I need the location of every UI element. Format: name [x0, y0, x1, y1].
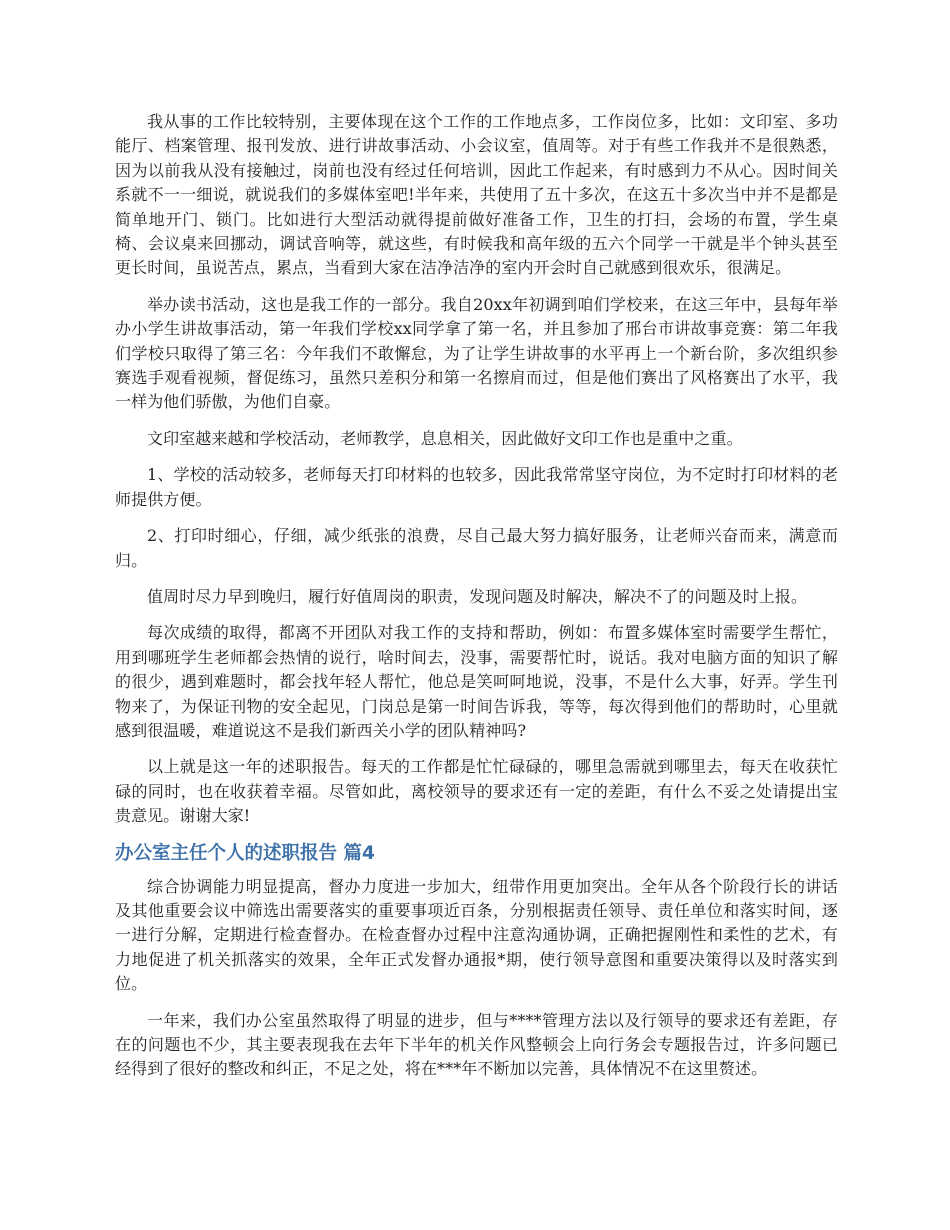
paragraph: 文印室越来越和学校活动，老师教学，息息相关，因此做好文印工作也是重中之重。	[147, 428, 743, 448]
paragraph: 2、打印时细心，仔细，减少纸张的浪费，尽自己最大努力搞好服务，让老师兴奋而来，满意而归。	[115, 526, 838, 570]
paragraph: 综合协调能力明显提高，督办力度进一步加大，纽带作用更加突出。全年从各个阶段行长的讲话及其他重要会议中筛选出需要落实的重要事项近百条，分别根据责任领导、责任单位和落实时间，逐一进行分解，定期进行检查督办。在检查督办过程中注意沟通协调，正确把握刚性和柔性的艺术，有力地促进了机关抓落实的效果，全年正式发督办通报*期，使行领导意图和重要决策得以及时落实到位。	[115, 876, 838, 994]
paragraph: 1、学校的活动较多，老师每天打印材料的也较多，因此我常常坚守岗位，为不定时打印材料的老师提供方便。	[115, 465, 838, 509]
paragraph: 值周时尽力早到晚归，履行好值周岗的职责，发现问题及时解决，解决不了的问题及时上报。	[147, 586, 808, 606]
document-page	[115, 110, 838, 1094]
paragraph: 我从事的工作比较特别，主要体现在这个工作的工作地点多，工作岗位多，比如：文印室、多功能厅、档案管理、报刊发放、进行讲故事活动、小会议室，值周等。对于有些工作我并不是很熟悉，因为以前我从没有接触过，岗前也没有经过任何培训，因此工作起来，有时感到力不从心。因时间关系就不一一细说，就说我们的多媒体室吧!半年来，共使用了五十多次，在这五十多次当中并不是都是简单地开门、锁门。比如进行大型活动就得提前做好准备工作，卫生的打扫，会场的布置，学生桌椅、会议桌来回挪动，调试音响等，就这些，有时候我和高年级的五六个同学一干就是半个钟头甚至更长时间，虽说苦点，累点，当看到大家在洁净洁净的室内开会时自己就感到很欢乐，很满足。	[115, 112, 838, 278]
paragraph: 举办读书活动，这也是我工作的一部分。我自20xx年初调到咱们学校来，在这三年中，县每年举办小学生讲故事活动，第一年我们学校xx同学拿了第一名，并且参加了邢台市讲故事竞赛：第二年我们学校只取得了第三名：今年我们不敢懈怠，为了让学生讲故事的水平再上一个新台阶，多次组织参赛选手观看视频，督促练习，虽然只差积分和第一名擦肩而过，但是他们赛出了风格赛出了水平，我一样为他们骄傲，为他们自豪。	[115, 294, 838, 412]
paragraph: 每次成绩的取得，都离不开团队对我工作的支持和帮助，例如：布置多媒体室时需要学生帮忙，用到哪班学生老师都会热情的说行，啥时间去，没事，需要帮忙时，说话。我对电脑方面的知识了解的很少，遇到难题时，都会找年轻人帮忙，他总是笑呵呵地说，没事，不是什么大事，好弄。学生刊物来了，为保证刊物的安全起见，门岗总是第一时间告诉我，等等，每次得到他们的帮助时，心里就感到很温暖，难道说这不是我们新西关小学的团队精神吗?	[115, 623, 838, 740]
paragraph: 以上就是这一年的述职报告。每天的工作都是忙忙碌碌的，哪里急需就到哪里去，每天在收获忙碌的同时，也在收获着幸福。尽管如此，离校领导的要求还有一定的差距，有什么不妥之处请提出宝贵意见。谢谢大家!	[115, 757, 838, 826]
paragraph: 一年来，我们办公室虽然取得了明显的进步，但与****管理方法以及行领导的要求还有差距，存在的问题也不少，其主要表现我在去年下半年的机关作风整顿会上向行务会专题报告过，许多问题已经得到了很好的整改和纠正，不足之处，将在***年不断加以完善，具体情况不在这里赘述。	[115, 1010, 838, 1079]
section-heading: 办公室主任个人的述职报告 篇4	[115, 842, 375, 864]
